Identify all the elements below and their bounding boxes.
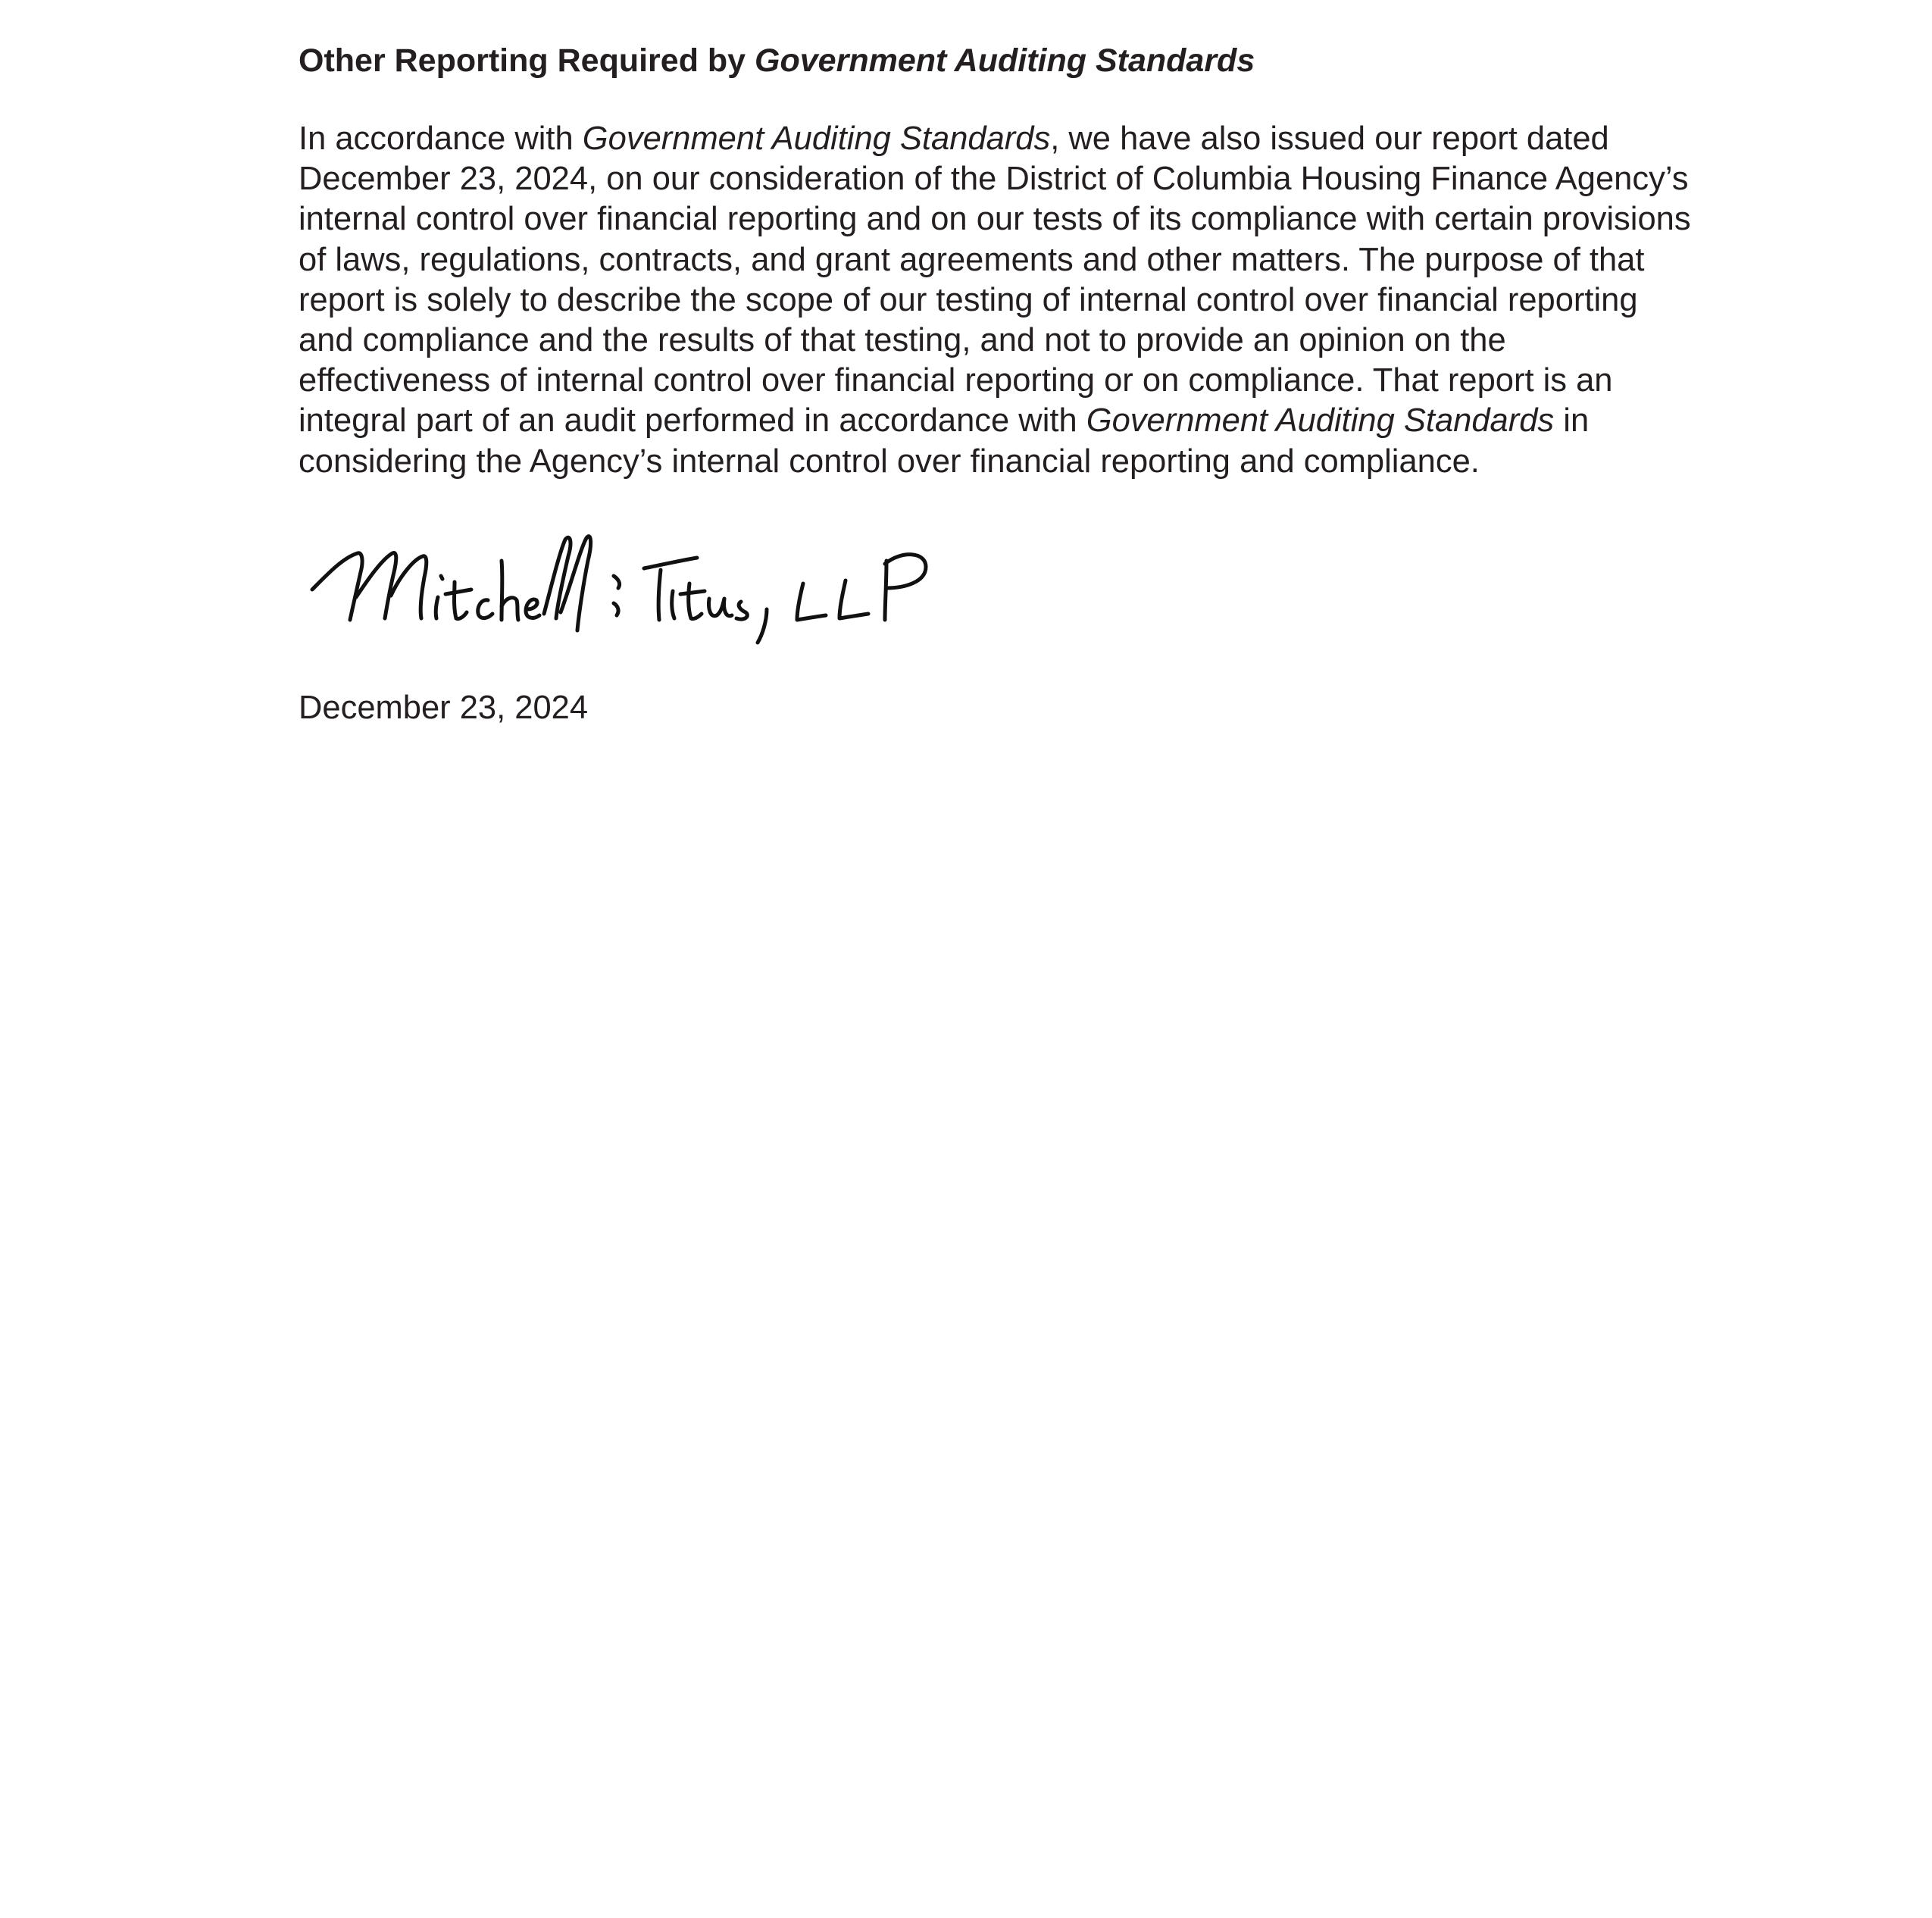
- report-paragraph: [299, 119, 1814, 482]
- handwritten-signature: [303, 530, 1000, 652]
- section-heading-italic: Government Auditing Standards: [755, 42, 1255, 79]
- section-heading-plain: Other Reporting Required by: [299, 42, 755, 79]
- report-date: December 23, 2024: [299, 690, 589, 726]
- paragraph-line: effectiveness of internal control over financial reporting or on compliance. That report is an: [299, 362, 1613, 399]
- paragraph-line: In accordance with Government Auditing Standards, we have also issued our report dated: [299, 120, 1609, 157]
- paragraph-line: December 23, 2024, on our consideration of the District of Columbia Housing Finance Agency’s: [299, 161, 1689, 198]
- paragraph-line: internal control over financial reporting and on our tests of its compliance with certain provisions: [299, 201, 1691, 238]
- paragraph-line: and compliance and the results of that testing, and not to provide an opinion on the: [299, 322, 1506, 359]
- paragraph-line: of laws, regulations, contracts, and grant agreements and other matters. The purpose of that: [299, 241, 1645, 278]
- section-heading: [299, 39, 1255, 82]
- paragraph-line: report is solely to describe the scope of our testing of internal control over financial reporting: [299, 281, 1638, 318]
- paragraph-line: considering the Agency’s internal control over financial reporting and compliance.: [299, 443, 1480, 480]
- paragraph-line: integral part of an audit performed in accordance with Government Auditing Standards in: [299, 402, 1590, 440]
